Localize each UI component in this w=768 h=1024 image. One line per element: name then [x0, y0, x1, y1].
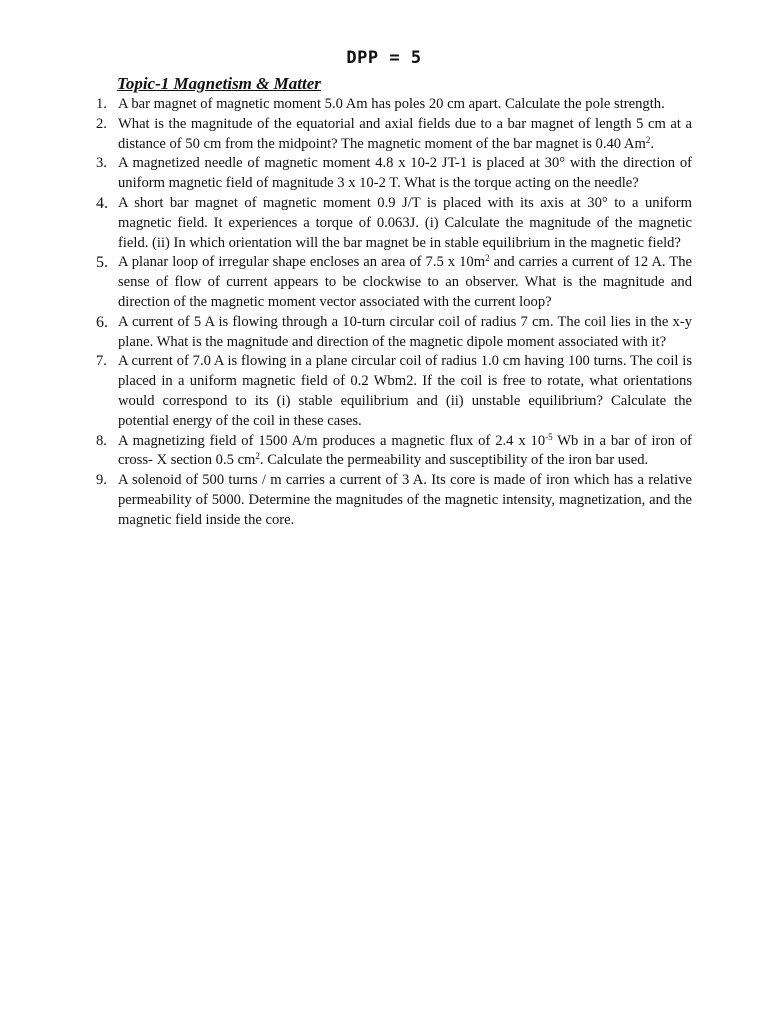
question-item-4 — [92, 194, 692, 253]
question-number: 1. — [96, 96, 107, 112]
question-text: What is the magnitude of the equatorial and axial fields due to a bar magnet of length 5 cm at a distance of 50 cm from the midpoint? The magnetic moment of the bar magnet is 0.40 Am — [118, 115, 692, 152]
question-text: A magnetizing field of 1500 A/m produces a magnetic flux of 2.4 x 10 — [118, 432, 546, 449]
question-number: 8. — [96, 432, 107, 449]
question-number: 9. — [96, 472, 107, 489]
question-number: 2. — [96, 115, 107, 132]
superscript: -5 — [545, 431, 553, 442]
question-item-7 — [92, 352, 692, 431]
question-text-end: and carries a current of 12 A. The sense of flow of current appears to be clockwise to an observer. What is the magnitude and direction of the magnetic moment vector associated with the current loop? — [118, 254, 692, 310]
question-text: A current of 7.0 A is flowing in a plane circular coil of radius 1.0 cm having 100 turns. The coil is placed in a uniform magnetic field of 0.2 Wbm2. If the coil is free to rotate, what orientations would correspond to its (i) stable equilibrium and (ii) unstable equilibrium? Calculate the potential energy of the coil in these cases. — [118, 353, 692, 429]
question-text-middle: Wb in a bar of iron of cross- X section 0.5 cm — [118, 432, 692, 469]
question-number: 5. — [96, 254, 108, 272]
question-text-end: . Calculate the permeability and susceptibility of the iron bar used. — [259, 452, 649, 469]
question-item-1 — [92, 95, 692, 115]
question-item-8 — [92, 432, 692, 472]
question-item-5 — [92, 253, 692, 312]
question-number: 6. — [96, 313, 108, 331]
question-item-2 — [92, 115, 692, 155]
question-text: A planar loop of irregular shape encloses an area of 7.5 x 10m — [118, 254, 486, 271]
superscript: 2 — [645, 134, 651, 145]
question-text-end: . — [650, 135, 654, 152]
question-text: A short bar magnet of magnetic moment 0.9 J/T is placed with its axis at 30° to a uniform magnetic field. It experiences a torque of 0.063J. (i) Calculate the magnitude of the magnetic field. (ii) In which orientation will the bar magnet be in stable equilibrium in the magnetic field? — [118, 194, 692, 251]
question-number: 7. — [96, 353, 107, 370]
question-number: 3. — [96, 155, 107, 172]
question-item-3 — [92, 154, 692, 194]
topic-heading: Topic-1 Magnetism & Matter — [117, 74, 321, 93]
question-text: A current of 5 A is flowing through a 10-turn circular coil of radius 7 cm. The coil lies in the x-y plane. What is the magnitude and direction of the magnetic dipole moment associated with it? — [118, 313, 692, 350]
question-item-9 — [92, 471, 692, 530]
question-text: A magnetized needle of magnetic moment 4.8 x 10-2 JT-1 is placed at 30° with the direction of uniform magnetic field of magnitude 3 x 10-2 T. What is the torque acting on the needle? — [118, 155, 692, 192]
superscript: 2 — [255, 451, 260, 462]
question-text: A bar magnet of magnetic moment 5.0 Am has poles 20 cm apart. Calculate the pole strength. — [118, 96, 665, 112]
question-text: A solenoid of 500 turns / m carries a current of 3 A. Its core is made of iron which has a relative permeability of 5000. Determine the magnitudes of the magnetic intensity, magnetization, and the magnetic field inside the core. — [118, 472, 692, 528]
question-list — [92, 95, 692, 531]
question-item-6 — [92, 313, 692, 353]
document-title: DPP = 5 — [346, 48, 422, 68]
question-number: 4. — [96, 194, 108, 212]
superscript: 2 — [485, 253, 490, 264]
